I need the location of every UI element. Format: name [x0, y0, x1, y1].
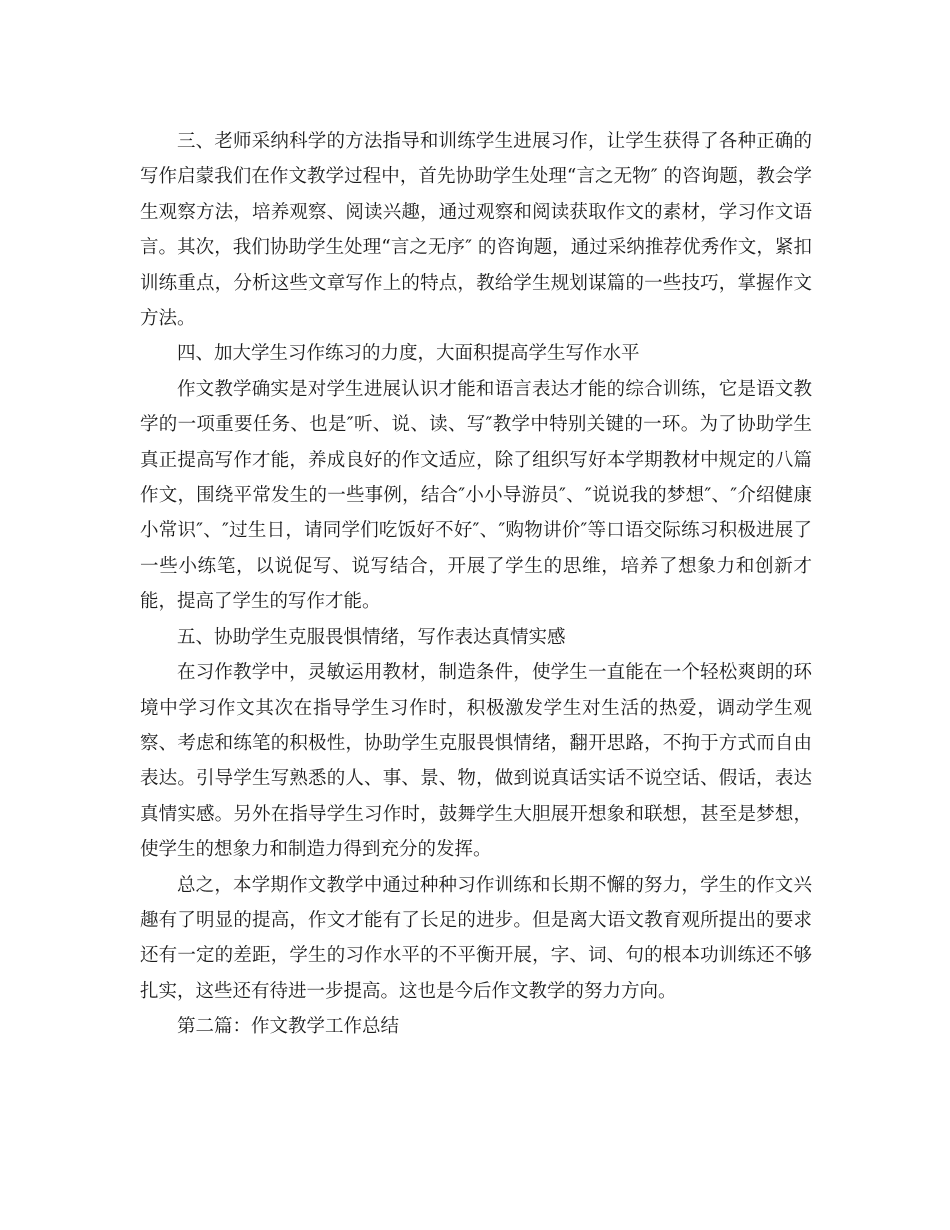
- heading-practice-intensity: 四、加大学生习作练习的力度，大面积提高学生写作水平: [177, 343, 640, 365]
- document-body: [140, 124, 812, 1045]
- heading-second-article: 第二篇：作文教学工作总结: [177, 1016, 400, 1038]
- heading-overcome-fear: 五、协助学生克服畏惧情绪，写作表达真情实感: [177, 626, 566, 648]
- paragraph-conclusion: 总之，本学期作文教学中通过种种习作训练和长期不懈的努力，学生的作文兴趣有了明显的提高，作文才能有了长足的进步。但是离大语文教育观所提出的要求还有一定的差距，学生的习作水平的不平衡开展，字、词、句的根本功训练还不够扎实，这些还有待进一步提高。这也是今后作文教学的努力方向。: [140, 874, 812, 1002]
- paragraph-flexible-teaching: 在习作教学中，灵敏运用教材，制造条件，使学生一直能在一个轻松爽朗的环境中学习作文其次在指导学生习作时，积极激发学生对生活的热爱，调动学生观察、考虑和练笔的积极性，协助学生克服畏惧情绪，翻开思路，不拘于方式而自由表达。引导学生写熟悉的人、事、景、物，做到说真话实话不说空话、假话，表达真情实感。另外在指导学生习作时，鼓舞学生大胆展开想象和联想，甚至是梦想，使学生的想象力和制造力得到充分的发挥。: [140, 662, 812, 861]
- paragraph-comprehensive-training: 作文教学确实是对学生进展认识才能和语言表达才能的综合训练，它是语文教学的一项重要任务、也是″听、说、读、写″教学中特别关键的一环。为了协助学生真正提高写作才能，养成良好的作文适应，除了组织写好本学期教材中规定的八篇作文，围绕平常发生的一些事例，结合″小小导游员″、″说说我的梦想″、″介绍健康小常识″、″过生日，请同学们吃饭好不好″、″购物讲价″等口语交际练习积极进展了一些小练笔，以说促写、说写结合，开展了学生的思维，培养了想象力和创新才能，提高了学生的写作才能。: [140, 378, 812, 613]
- paragraph-method-guidance: 三、老师采纳科学的方法指导和训练学生进展习作，让学生获得了各种正确的写作启蒙我们在作文教学过程中，首先协助学生处理“言之无物″ 的咨询题，教会学生观察方法，培养观察、阅读兴趣，通过观察和阅读获取作文的素材，学习作文语言。其次，我们协助学生处理“言之无序″ 的咨询题，通过采纳推荐优秀作文，紧扣训练重点，分析这些文章写作上的特点，教给学生规划谋篇的一些技巧，掌握作文方法。: [140, 131, 812, 330]
